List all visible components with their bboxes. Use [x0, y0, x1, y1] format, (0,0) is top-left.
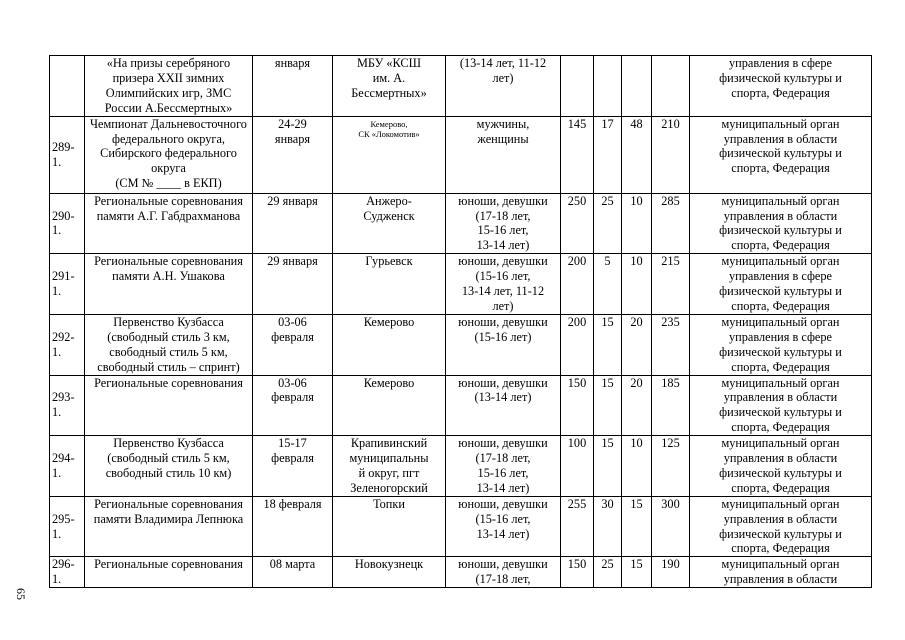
- event-name: [85, 496, 253, 557]
- row-number: 292-1.: [50, 314, 85, 375]
- organizer-line: муниципальный орган: [721, 436, 840, 451]
- event-name: [85, 116, 253, 193]
- count-col-3: 15: [622, 496, 652, 557]
- participant-group-line: (15-16 лет,: [475, 269, 531, 284]
- participant-group: [446, 496, 561, 557]
- event-name: [85, 254, 253, 315]
- organizer: [690, 436, 872, 497]
- participant-group-line: 13-14 лет, 11-12: [461, 284, 545, 299]
- event-place: [333, 436, 446, 497]
- organizer: [690, 557, 872, 588]
- organizer: [690, 254, 872, 315]
- participant-group: [446, 375, 561, 436]
- event-name: [85, 193, 253, 254]
- count-col-1: 255: [561, 496, 594, 557]
- event-name-line: Первенство Кузбасса: [113, 314, 224, 329]
- event-place-line: Гурьевск: [365, 254, 413, 269]
- count-col-2: 5: [594, 254, 622, 315]
- event-name-line: Региональные соревнования: [94, 193, 243, 208]
- organizer: [690, 56, 872, 117]
- event-name-line: федерального округа,: [112, 131, 225, 146]
- organizer-line: спорта, Федерация: [731, 298, 830, 313]
- organizer-line: спорта, Федерация: [731, 161, 830, 176]
- event-name: [85, 557, 253, 588]
- count-col-2: 15: [594, 436, 622, 497]
- participant-group-line: (17-18 лет,: [475, 208, 531, 223]
- event-date: [253, 436, 333, 497]
- organizer-line: физической культуры и: [719, 146, 842, 161]
- event-date-line: февраля: [271, 329, 314, 344]
- count-col-3: 20: [622, 375, 652, 436]
- count-col-2: 25: [594, 193, 622, 254]
- event-date-line: 15-17: [278, 436, 307, 451]
- event-place-line: Кемерово: [363, 375, 415, 390]
- organizer: [690, 116, 872, 193]
- event-name-line: Олимпийских игр, ЗМС: [105, 85, 232, 100]
- organizer-line: управления в области: [723, 511, 838, 526]
- organizer-line: муниципальный орган: [721, 193, 840, 208]
- count-col-3: 10: [622, 193, 652, 254]
- table-row: [50, 56, 872, 117]
- participant-group-line: юноши, девушки: [458, 436, 548, 451]
- event-name-line: Первенство Кузбасса: [113, 436, 224, 451]
- event-name-line: Региональные соревнования: [94, 375, 243, 390]
- event-name-line: свободный стиль 5 км,: [109, 344, 228, 359]
- participant-group: [446, 557, 561, 588]
- page-number: 65: [14, 588, 28, 600]
- organizer-line: спорта, Федерация: [731, 420, 830, 435]
- event-date-line: февраля: [271, 390, 314, 405]
- event-place-line: Бессмертных»: [351, 85, 427, 100]
- count-col-3: 10: [622, 436, 652, 497]
- event-name-line: Чемпионат Дальневосточного: [90, 116, 247, 131]
- event-date: [253, 193, 333, 254]
- row-number: 296-1.: [50, 557, 85, 588]
- participant-group-line: юноши, девушки: [458, 496, 548, 511]
- event-place: [333, 375, 446, 436]
- event-name: [85, 56, 253, 117]
- participant-group-line: (13-14 лет, 11-12: [459, 56, 547, 70]
- event-name-line: свободный стиль – спринт): [97, 359, 240, 374]
- participant-group-line: 13-14 лет): [476, 238, 530, 253]
- event-place: [333, 314, 446, 375]
- organizer-line: управления в области: [723, 572, 838, 587]
- count-col-1: 150: [561, 375, 594, 436]
- event-name: [85, 436, 253, 497]
- participant-group-line: (15-16 лет): [474, 329, 532, 344]
- row-number: [50, 56, 85, 117]
- organizer: [690, 193, 872, 254]
- table-row: [50, 116, 872, 193]
- event-name-line: Сибирского федерального: [100, 146, 237, 161]
- event-date-line: 03-06: [278, 375, 307, 390]
- participant-group: [446, 116, 561, 193]
- participant-group-line: 15-16 лет,: [477, 223, 529, 238]
- event-place-line: им. А.: [372, 70, 406, 85]
- organizer-line: физической культуры и: [719, 526, 842, 541]
- participant-group-line: женщины: [477, 131, 529, 146]
- event-name-line: (свободный стиль 3 км,: [107, 329, 230, 344]
- event-place-line: Кемерово,: [370, 118, 408, 129]
- participant-group-line: мужчины,: [476, 116, 530, 131]
- event-place: [333, 254, 446, 315]
- event-date: [253, 496, 333, 557]
- organizer-line: управления в сфере: [729, 329, 832, 344]
- event-place: [333, 116, 446, 193]
- organizer-line: муниципальный орган: [721, 496, 840, 511]
- event-name-line: (свободный стиль 5 км,: [107, 451, 230, 466]
- count-total: [652, 56, 690, 117]
- organizer-line: спорта, Федерация: [731, 480, 830, 495]
- table-row: [50, 496, 872, 557]
- organizer-line: спорта, Федерация: [731, 359, 830, 374]
- organizer-line: физической культуры и: [719, 405, 842, 420]
- organizer: [690, 314, 872, 375]
- organizer: [690, 375, 872, 436]
- table-body: [50, 56, 872, 588]
- event-date-line: 29 января: [267, 193, 318, 208]
- count-total: 215: [652, 254, 690, 315]
- event-name: [85, 314, 253, 375]
- count-col-1: 200: [561, 254, 594, 315]
- count-col-2: 15: [594, 314, 622, 375]
- count-total: 300: [652, 496, 690, 557]
- count-col-2: 30: [594, 496, 622, 557]
- participant-group-line: (13-14 лет): [474, 390, 532, 405]
- row-number: 290-1.: [50, 193, 85, 254]
- count-col-2: 25: [594, 557, 622, 588]
- organizer-line: управления в области: [723, 208, 838, 223]
- organizer-line: физической культуры и: [719, 344, 842, 359]
- count-total: 235: [652, 314, 690, 375]
- event-name-line: Региональные соревнования: [94, 557, 243, 572]
- count-col-1: [561, 56, 594, 117]
- participant-group: [446, 193, 561, 254]
- organizer-line: спорта, Федерация: [731, 238, 830, 253]
- table-row: [50, 254, 872, 315]
- participant-group-line: (17-18 лет,: [475, 572, 531, 587]
- organizer-line: физической культуры и: [719, 223, 842, 238]
- event-place: [333, 56, 446, 117]
- participant-group: [446, 56, 561, 117]
- event-name: [85, 375, 253, 436]
- organizer-line: управления в сфере: [729, 56, 832, 70]
- row-number: 291-1.: [50, 254, 85, 315]
- count-col-3: 48: [622, 116, 652, 193]
- event-date-line: января: [274, 56, 311, 70]
- participant-group-line: 15-16 лет,: [477, 465, 529, 480]
- participant-group-line: лет): [492, 70, 514, 85]
- organizer: [690, 496, 872, 557]
- event-date: [253, 56, 333, 117]
- organizer-line: муниципальный орган: [721, 375, 840, 390]
- organizer-line: муниципальный орган: [721, 116, 840, 131]
- count-col-3: 10: [622, 254, 652, 315]
- table-row: [50, 314, 872, 375]
- row-number: 295-1.: [50, 496, 85, 557]
- event-date: [253, 314, 333, 375]
- event-place: [333, 193, 446, 254]
- participant-group-line: 13-14 лет): [476, 526, 530, 541]
- event-place-line: СК «Локомотив»: [358, 129, 420, 140]
- count-col-3: 15: [622, 557, 652, 588]
- participant-group-line: лет): [492, 298, 514, 313]
- participant-group-line: юноши, девушки: [458, 193, 548, 208]
- organizer-line: муниципальный орган: [721, 314, 840, 329]
- organizer-line: управления в области: [723, 131, 838, 146]
- event-place-line: Анжеро-: [366, 193, 412, 208]
- event-date: [253, 116, 333, 193]
- event-date-line: 08 марта: [269, 557, 316, 572]
- count-col-1: 250: [561, 193, 594, 254]
- event-date-line: февраля: [271, 451, 314, 466]
- event-place-line: Судженск: [363, 208, 415, 223]
- participant-group-line: (15-16 лет,: [475, 511, 531, 526]
- organizer-line: физической культуры и: [719, 284, 842, 299]
- participant-group-line: юноши, девушки: [458, 375, 548, 390]
- row-number: 293-1.: [50, 375, 85, 436]
- participant-group: [446, 436, 561, 497]
- count-total: 190: [652, 557, 690, 588]
- event-date: [253, 375, 333, 436]
- count-col-3: 20: [622, 314, 652, 375]
- event-name-line: Региональные соревнования: [94, 254, 243, 269]
- event-date-line: января: [274, 131, 311, 146]
- table-row: [50, 375, 872, 436]
- organizer-line: физической культуры и: [719, 70, 842, 85]
- organizer-line: спорта, Федерация: [731, 85, 830, 100]
- count-col-1: 100: [561, 436, 594, 497]
- participant-group-line: (17-18 лет,: [475, 451, 531, 466]
- event-date-line: 18 февраля: [263, 496, 322, 511]
- event-date: [253, 254, 333, 315]
- event-name-line: призера XXII зимних: [112, 70, 225, 85]
- count-col-2: [594, 56, 622, 117]
- event-date-line: 03-06: [278, 314, 307, 329]
- count-col-1: 150: [561, 557, 594, 588]
- event-place-line: Зеленогорский: [350, 480, 428, 495]
- event-place-line: Крапивинский: [350, 436, 428, 451]
- organizer-line: спорта, Федерация: [731, 541, 830, 556]
- count-col-1: 145: [561, 116, 594, 193]
- organizer-line: управления в области: [723, 451, 838, 466]
- count-col-1: 200: [561, 314, 594, 375]
- count-col-2: 15: [594, 375, 622, 436]
- table-row: [50, 193, 872, 254]
- participant-group-line: юноши, девушки: [458, 314, 548, 329]
- participant-group: [446, 254, 561, 315]
- table-row: [50, 436, 872, 497]
- count-total: 185: [652, 375, 690, 436]
- event-place-line: муниципальны: [349, 451, 429, 466]
- event-place-line: Кемерово: [363, 314, 415, 329]
- event-name-line: памяти Владимира Лепнюка: [93, 511, 244, 526]
- count-col-2: 17: [594, 116, 622, 193]
- events-table: [49, 55, 872, 588]
- event-name-line: России А.Бессмертных»: [104, 100, 233, 115]
- event-name-line: памяти А.Н. Ушакова: [112, 269, 225, 284]
- organizer-line: муниципальный орган: [721, 254, 840, 269]
- organizer-line: управления в сфере: [729, 269, 832, 284]
- participant-group-line: 13-14 лет): [476, 480, 530, 495]
- event-place-line: МБУ «КСШ: [357, 56, 421, 70]
- count-col-3: [622, 56, 652, 117]
- event-name-line: Региональные соревнования: [94, 496, 243, 511]
- event-place: [333, 557, 446, 588]
- count-total: 210: [652, 116, 690, 193]
- organizer-line: муниципальный орган: [721, 557, 840, 572]
- event-name-line: (СМ № ____ в ЕКП): [115, 176, 222, 191]
- event-place: [333, 496, 446, 557]
- event-date-line: 29 января: [267, 254, 318, 269]
- participant-group-line: юноши, девушки: [458, 254, 548, 269]
- count-total: 285: [652, 193, 690, 254]
- participant-group-line: юноши, девушки: [458, 557, 548, 572]
- event-name-line: «На призы серебряного: [106, 56, 231, 70]
- table-row: [50, 557, 872, 588]
- participant-group: [446, 314, 561, 375]
- organizer-line: физической культуры и: [719, 465, 842, 480]
- event-date-line: 24-29: [278, 116, 307, 131]
- event-date: [253, 557, 333, 588]
- event-place-line: Топки: [373, 496, 405, 511]
- event-name-line: свободный стиль 10 км): [105, 465, 232, 480]
- row-number: 294-1.: [50, 436, 85, 497]
- organizer-line: управления в области: [723, 390, 838, 405]
- event-name-line: памяти А.Г. Габдрахманова: [96, 208, 241, 223]
- event-place-line: й округ, пгт: [358, 465, 420, 480]
- count-total: 125: [652, 436, 690, 497]
- row-number: 289-1.: [50, 116, 85, 193]
- event-place-line: Новокузнецк: [354, 557, 424, 572]
- event-name-line: округа: [151, 161, 186, 176]
